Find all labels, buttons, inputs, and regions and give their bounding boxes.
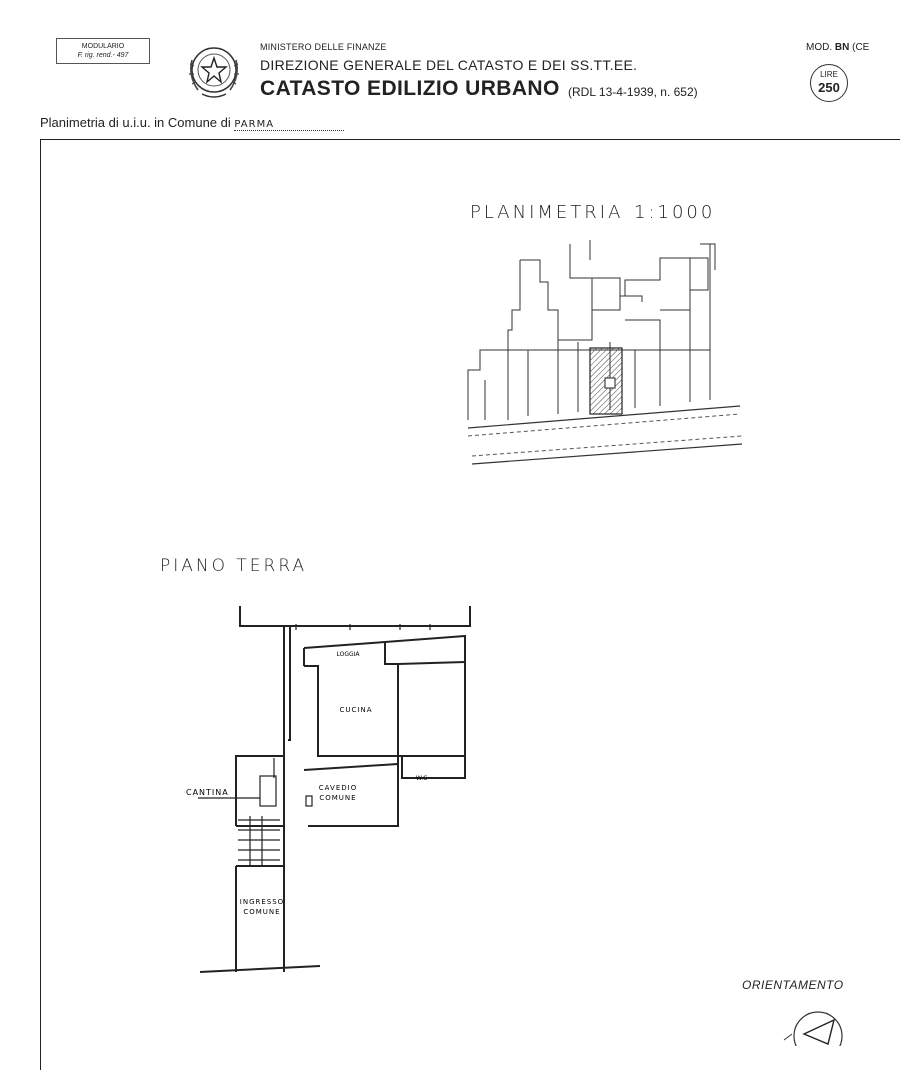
room-ingresso-line1: INGRESSO — [239, 898, 285, 906]
law-reference: (RDL 13-4-1939, n. 652) — [568, 85, 698, 99]
ministry-name: MINISTERO DELLE FINANZE — [260, 42, 387, 52]
document-title: CATASTO EDILIZIO URBANO — [260, 77, 560, 100]
fee-stamp — [810, 64, 848, 102]
planimetria-title: PLANIMETRIA — [470, 202, 624, 223]
room-cantina: CANTINA — [186, 788, 229, 797]
comune-label: Planimetria di u.i.u. in Comune di — [40, 115, 231, 130]
fee-amount: 250 — [818, 80, 840, 95]
planimetria-scale: 1:1000 — [634, 202, 716, 223]
republic-emblem-icon — [184, 38, 244, 104]
form-model-prefix: MOD. — [806, 42, 833, 53]
room-ingresso-line2: COMUNE — [243, 908, 281, 916]
orientation-label: ORIENTAMENTO — [742, 978, 844, 992]
room-cavedio-line2: COMUNE — [319, 794, 357, 802]
room-cavedio-line1: CAVEDIO — [318, 784, 358, 792]
form-model — [806, 42, 869, 53]
floor-title: PIANO TERRA — [160, 556, 308, 576]
form-model-suffix: (CE — [852, 42, 870, 53]
compass-icon — [780, 1006, 850, 1046]
form-model-code: BN — [834, 42, 850, 53]
direction-name: DIREZIONE GENERALE DEL CATASTO E DEI SS.TT.EE. — [260, 57, 638, 73]
comune-line — [40, 115, 344, 131]
modulario-box — [56, 38, 150, 64]
modulario-label: MODULARIO — [81, 43, 125, 50]
floor-plan — [180, 600, 480, 980]
site-plan — [460, 230, 760, 475]
room-loggia: LOGGIA — [336, 651, 360, 658]
room-wc: W.C — [416, 775, 428, 782]
room-cucina: CUCINA — [339, 706, 373, 714]
modulario-code: F. rig. rend.- 497 — [77, 52, 129, 59]
comune-name: PARMA — [234, 119, 344, 131]
fee-currency: LIRE — [820, 70, 838, 79]
